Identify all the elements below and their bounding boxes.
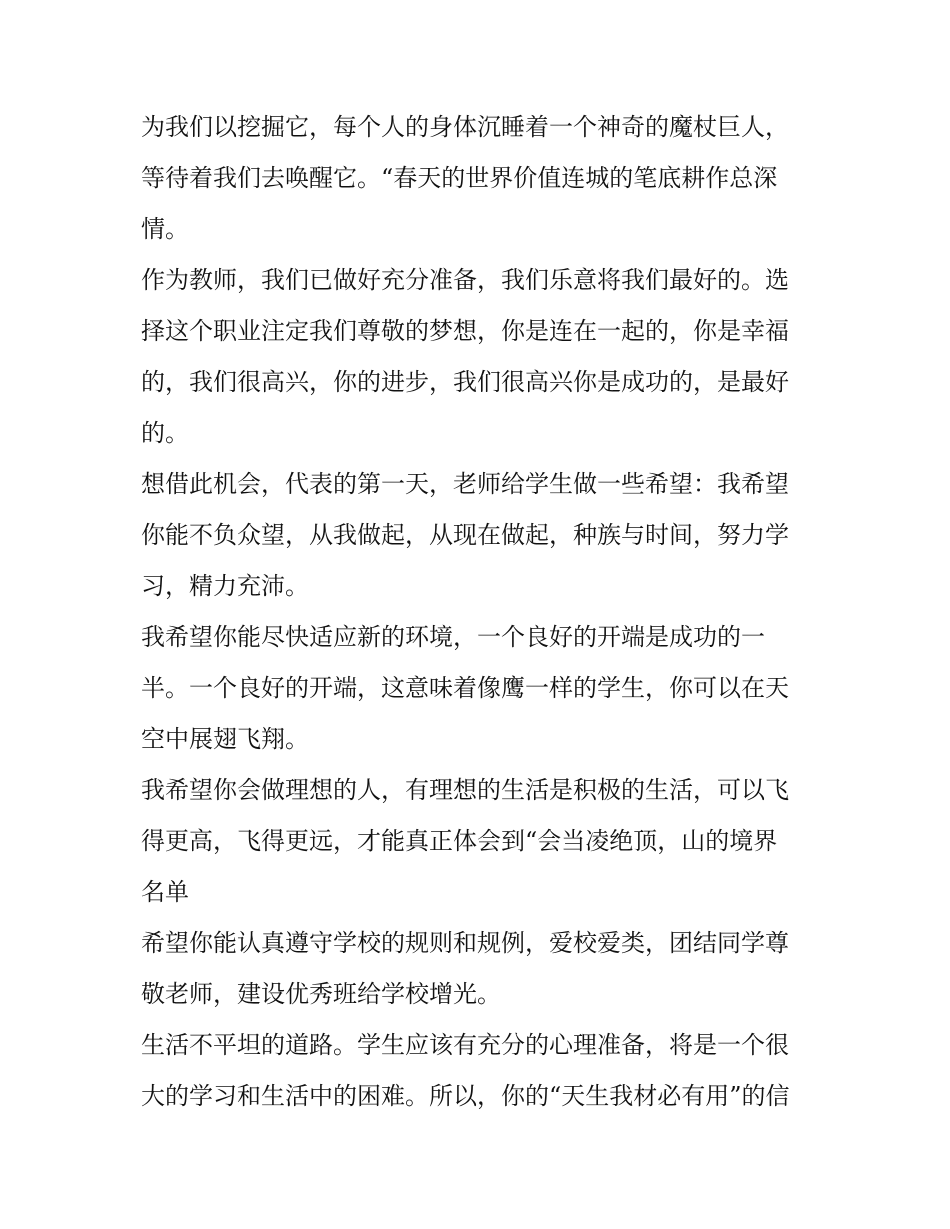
text-line: 习，精力充沛。 bbox=[141, 572, 309, 600]
text-line: 作为教师，我们已做好充分准备，我们乐意将我们最好的。选 bbox=[141, 266, 789, 294]
text-line: 半。一个良好的开端，这意味着像鹰一样的学生，你可以在天 bbox=[141, 674, 789, 702]
text-line: 空中展翅飞翔。 bbox=[141, 725, 309, 753]
text-line: 我希望你会做理想的人，有理想的生活是积极的生活，可以飞 bbox=[141, 776, 789, 804]
text-line: 得更高，飞得更远，才能真正体会到“会当凌绝顶，山的境界 bbox=[141, 827, 778, 855]
text-line: 的，我们很高兴，你的进步，我们很高兴你是成功的，是最好 bbox=[141, 368, 789, 396]
text-line: 想借此机会，代表的第一天，老师给学生做一些希望：我希望 bbox=[141, 470, 789, 498]
text-line: 大的学习和生活中的困难。所以，你的“天生我材必有用”的信 bbox=[141, 1082, 790, 1110]
text-line: 你能不负众望，从我做起，从现在做起，种族与时间，努力学 bbox=[141, 521, 789, 549]
text-line: 希望你能认真遵守学校的规则和规例，爱校爱类，团结同学尊 bbox=[141, 929, 789, 957]
text-line: 我希望你能尽快适应新的环境，一个良好的开端是成功的一 bbox=[141, 623, 765, 651]
text-line: 情。 bbox=[141, 215, 189, 243]
text-line: 择这个职业注定我们尊敬的梦想，你是连在一起的，你是幸福 bbox=[141, 317, 789, 345]
text-line: 的。 bbox=[141, 419, 189, 447]
text-line: 敬老师，建设优秀班给学校增光。 bbox=[141, 980, 501, 1008]
text-line: 名单 bbox=[141, 878, 189, 906]
text-line: 生活不平坦的道路。学生应该有充分的心理准备，将是一个很 bbox=[141, 1031, 789, 1059]
text-line: 等待着我们去唤醒它。“春天的世界价值连城的笔底耕作总深 bbox=[141, 164, 778, 192]
text-line: 为我们以挖掘它，每个人的身体沉睡着一个神奇的魔杖巨人， bbox=[141, 113, 789, 141]
body-text bbox=[141, 102, 813, 1122]
